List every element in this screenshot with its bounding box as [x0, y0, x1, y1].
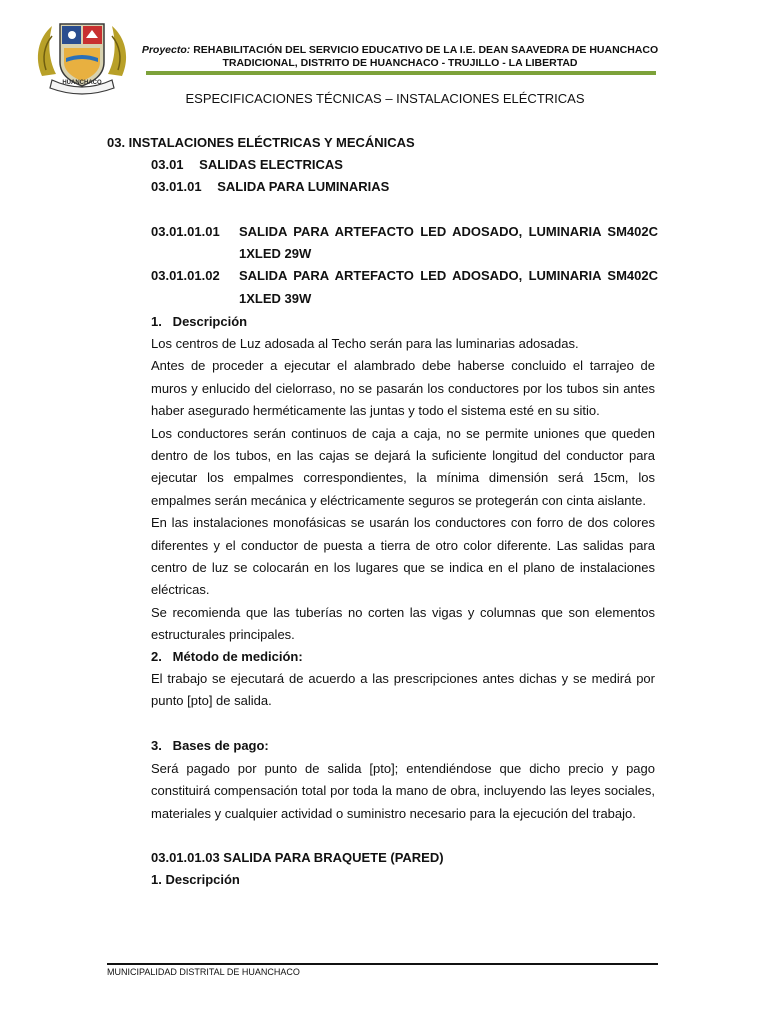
- item-title: SALIDA PARA ARTEFACTO LED ADOSADO, LUMINARIA SM402C: [239, 268, 658, 283]
- item-03-01-01-03: 03.01.01.03 SALIDA PARA BRAQUETE (PARED): [151, 850, 444, 865]
- next-descripcion-heading: 1. Descripción: [151, 872, 240, 887]
- paragraph: Los centros de Luz adosada al Techo serán para las luminarias adosadas.: [151, 336, 579, 351]
- item-title-continued: 1XLED 39W: [239, 291, 312, 306]
- item-code: 03.01.01.02: [151, 268, 220, 283]
- logo-text: HUANCHACO: [62, 80, 102, 86]
- subsection-title: SALIDA PARA LUMINARIAS: [217, 179, 390, 194]
- document-title: ESPECIFICACIONES TÉCNICAS – INSTALACIONES ELÉCTRICAS: [185, 91, 585, 106]
- subsection-title: SALIDAS ELECTRICAS: [199, 157, 343, 172]
- descripcion-heading: 1. Descripción: [151, 314, 248, 329]
- item-code: 03.01.01.01: [151, 224, 220, 239]
- medicion-heading: 2. Método de medición:: [151, 649, 303, 664]
- project-line-1: [120, 44, 680, 57]
- item-title: SALIDA PARA ARTEFACTO LED ADOSADO, LUMINARIA SM402C: [239, 224, 658, 239]
- paragraph: Los conductores serán continuos de caja a caja, no se permite uniones que queden dentro de los tubos, en las cajas se dejará la suficiente longitud del conductor para ejecutar los empalmes correspondientes, la mínima dimensión será 15cm, los empalmes serán mecánica y eléctricamente seguros se protegerán con cinta aislante.: [151, 425, 655, 508]
- paragraph: El trabajo se ejecutará de acuerdo a las prescripciones antes dichas y se medirá por punto [pto] de salida.: [151, 671, 655, 709]
- medicion-body: [151, 668, 655, 713]
- pago-body: [151, 758, 655, 825]
- project-label: Proyecto:: [141, 44, 191, 56]
- subsection-code: 03.01: [151, 157, 184, 172]
- project-title-line-1: REHABILITACIÓN DEL SERVICIO EDUCATIVO DE LA I.E. DEAN SAAVEDRA DE HUANCHACO: [193, 44, 659, 56]
- footer-text: MUNICIPALIDAD DISTRITAL DE HUANCHACO: [107, 967, 300, 977]
- subsection-03-01-01: [151, 176, 389, 198]
- paragraph: En las instalaciones monofásicas se usarán los conductores con forro de dos colores diferentes y el conductor de puesta a tierra de otro color diferente. Las salidas para centro de luz se colocarán en los lugares que se indica en el plano de instalaciones eléctricas.: [151, 515, 655, 598]
- item-03-01-01-01: [151, 221, 658, 243]
- footer-divider: [107, 963, 658, 965]
- project-title-line-2: TRADICIONAL, DISTRITO DE HUANCHACO - TRUJILLO - LA LIBERTAD: [222, 57, 578, 69]
- subsection-03-01: [151, 154, 343, 176]
- paragraph: Será pagado por punto de salida [pto]; entendiéndose que dicho precio y pago constituirá compensación total por toda la mano de obra, incluyendo las leyes sociales, materiales y cualquier actividad o suministro necesario para la ejecución del trabajo.: [151, 761, 655, 821]
- subsection-code: 03.01.01: [151, 179, 202, 194]
- section-heading: 03. INSTALACIONES ELÉCTRICAS Y MECÁNICAS: [107, 135, 415, 150]
- descripcion-body: [151, 333, 655, 647]
- pago-heading: 3. Bases de pago:: [151, 738, 269, 753]
- header-divider: [146, 71, 656, 75]
- item-title-continued: 1XLED 29W: [239, 246, 312, 261]
- paragraph: Antes de proceder a ejecutar el alambrado debe haberse concluido el tarrajeo de muros y enlucido del cielorraso, no se pasarán los conductores por los tubos sin antes haber asegurado herméticamente las juntas y todo el sistema esté en su sitio.: [151, 358, 655, 419]
- paragraph: Se recomienda que las tuberías no corten las vigas y columnas que son elementos estructurales principales.: [151, 604, 655, 643]
- item-03-01-01-02: [151, 265, 658, 287]
